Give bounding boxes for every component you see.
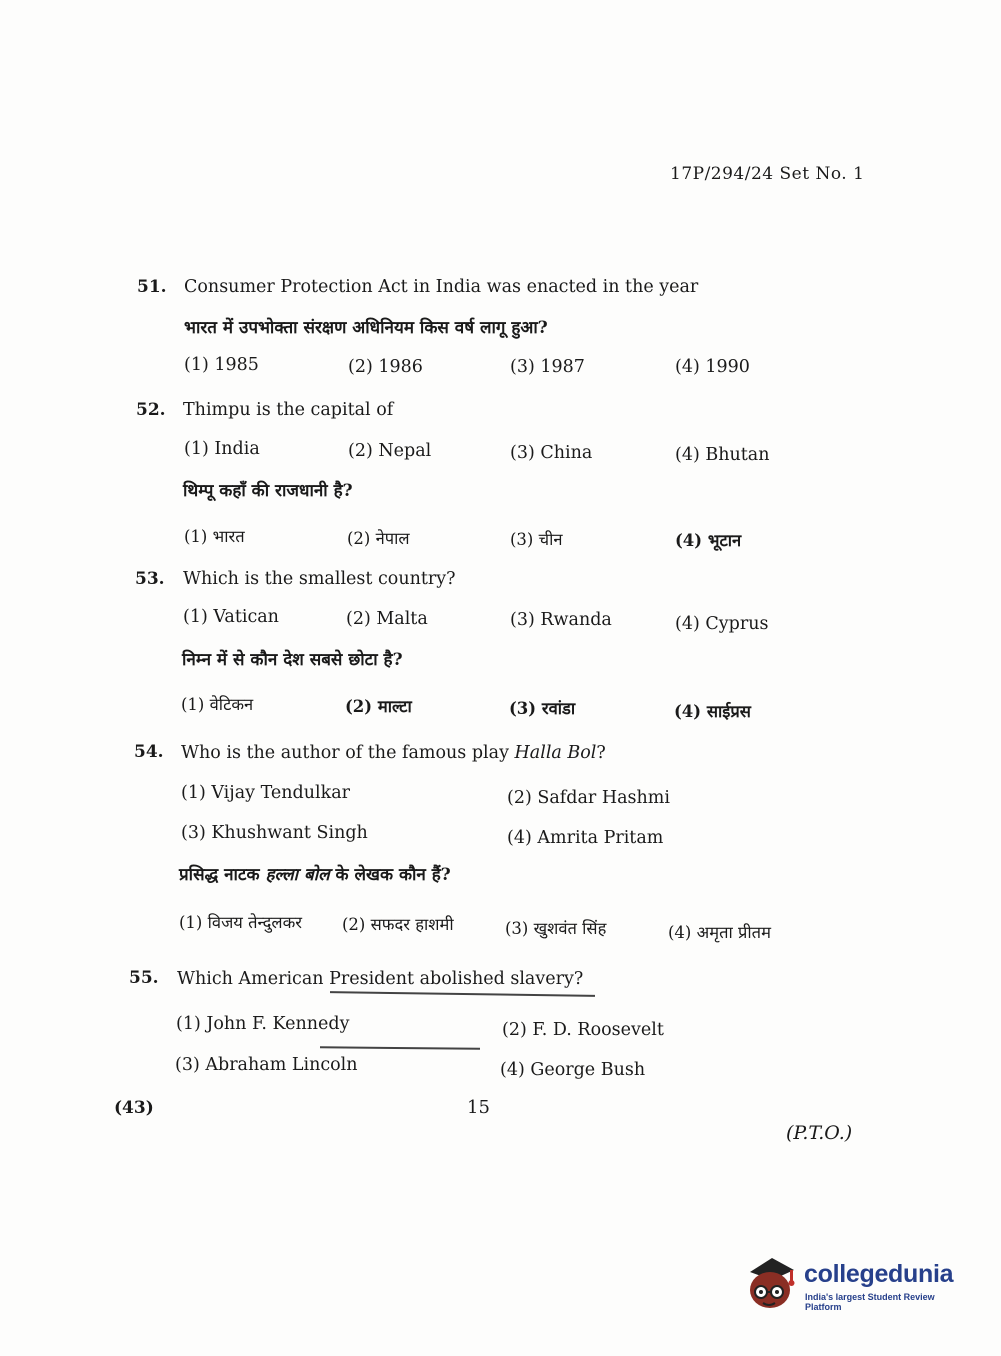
option-2: (2) Safdar Hashmi <box>507 788 670 808</box>
option-hi-1: (1) वेटिकन <box>181 695 254 714</box>
option-hi-1: (1) विजय तेन्दुलकर <box>179 913 302 932</box>
option-4: (4) Amrita Pritam <box>507 828 664 848</box>
question-text-hi <box>179 862 451 885</box>
option-4: (4) Bhutan <box>675 445 770 465</box>
pto-label: (P.T.O.) <box>786 1122 853 1144</box>
question-text-hi: निम्न में से कौन देश सबसे छोटा है? <box>182 650 403 670</box>
question-text-hi-suffix: के लेखक कौन हैं? <box>329 865 451 885</box>
option-1: (1) 1985 <box>184 355 259 375</box>
question-number: 53. <box>135 569 165 589</box>
option-hi-2: (2) माल्टा <box>345 697 412 716</box>
pen-underline <box>320 1046 480 1049</box>
option-1: (1) John F. Kennedy <box>176 1014 350 1034</box>
paper-code: 17P/294/24 Set No. 1 <box>670 164 865 184</box>
question-text-en: Thimpu is the capital of <box>183 400 394 420</box>
question-text-hi: भारत में उपभोक्ता संरक्षण अधिनियम किस वर्ष लागू हुआ? <box>184 318 548 338</box>
logo-name: collegedunia <box>804 1260 954 1288</box>
option-hi-2: (2) नेपाल <box>347 529 410 548</box>
option-4: (4) George Bush <box>500 1060 646 1080</box>
question-text-en: Which is the smallest country? <box>183 569 456 589</box>
question-number: 51. <box>137 277 167 297</box>
option-2: (2) 1986 <box>348 357 423 377</box>
option-hi-4: (4) अमृता प्रीतम <box>668 923 771 942</box>
option-hi-1: (1) भारत <box>184 527 245 546</box>
mascot-icon <box>742 1250 802 1312</box>
option-1: (1) Vijay Tendulkar <box>181 783 351 803</box>
option-4: (4) 1990 <box>675 357 750 377</box>
option-2: (2) Malta <box>346 609 428 629</box>
option-3: (3) Rwanda <box>510 610 612 630</box>
question-number: 55. <box>129 968 159 988</box>
question-text-prefix: Who is the author of the famous play <box>181 743 515 763</box>
question-text-en: Which American President abolished slavery? <box>177 969 584 989</box>
option-4: (4) Cyprus <box>675 614 769 634</box>
option-hi-2: (2) सफदर हाशमी <box>342 915 454 934</box>
option-hi-3: (3) चीन <box>510 530 563 549</box>
option-hi-4: (4) साईप्रस <box>674 702 751 721</box>
question-text-en: Consumer Protection Act in India was enacted in the year <box>184 277 699 297</box>
option-hi-3: (3) खुशवंत सिंह <box>505 919 607 938</box>
question-number: 54. <box>134 742 164 762</box>
pen-underline <box>330 991 595 997</box>
option-3: (3) China <box>510 443 593 463</box>
question-count: (43) <box>114 1098 154 1118</box>
option-hi-4: (4) भूटान <box>675 531 742 550</box>
option-3: (3) 1987 <box>510 357 585 377</box>
option-1: (1) India <box>184 439 260 459</box>
option-3: (3) Khushwant Singh <box>181 823 368 843</box>
question-number: 52. <box>136 400 166 420</box>
option-hi-3: (3) रवांडा <box>509 699 576 718</box>
logo-tagline: India's largest Student Review Platform <box>805 1292 935 1312</box>
play-title: Halla Bol <box>514 743 597 763</box>
question-text-en <box>181 743 606 763</box>
collegedunia-logo[interactable] <box>742 1250 972 1312</box>
question-text-hi: थिम्पू कहाँ की राजधानी है? <box>183 481 353 501</box>
option-2: (2) Nepal <box>348 441 432 461</box>
option-1: (1) Vatican <box>183 607 279 627</box>
option-2: (2) F. D. Roosevelt <box>502 1020 664 1040</box>
question-text-hi-prefix: प्रसिद्ध नाटक <box>179 865 266 885</box>
play-title-hi: हल्ला बोल <box>265 865 330 885</box>
page-number: 15 <box>467 1097 490 1118</box>
option-3: (3) Abraham Lincoln <box>175 1055 358 1075</box>
question-text-suffix: ? <box>596 743 606 763</box>
